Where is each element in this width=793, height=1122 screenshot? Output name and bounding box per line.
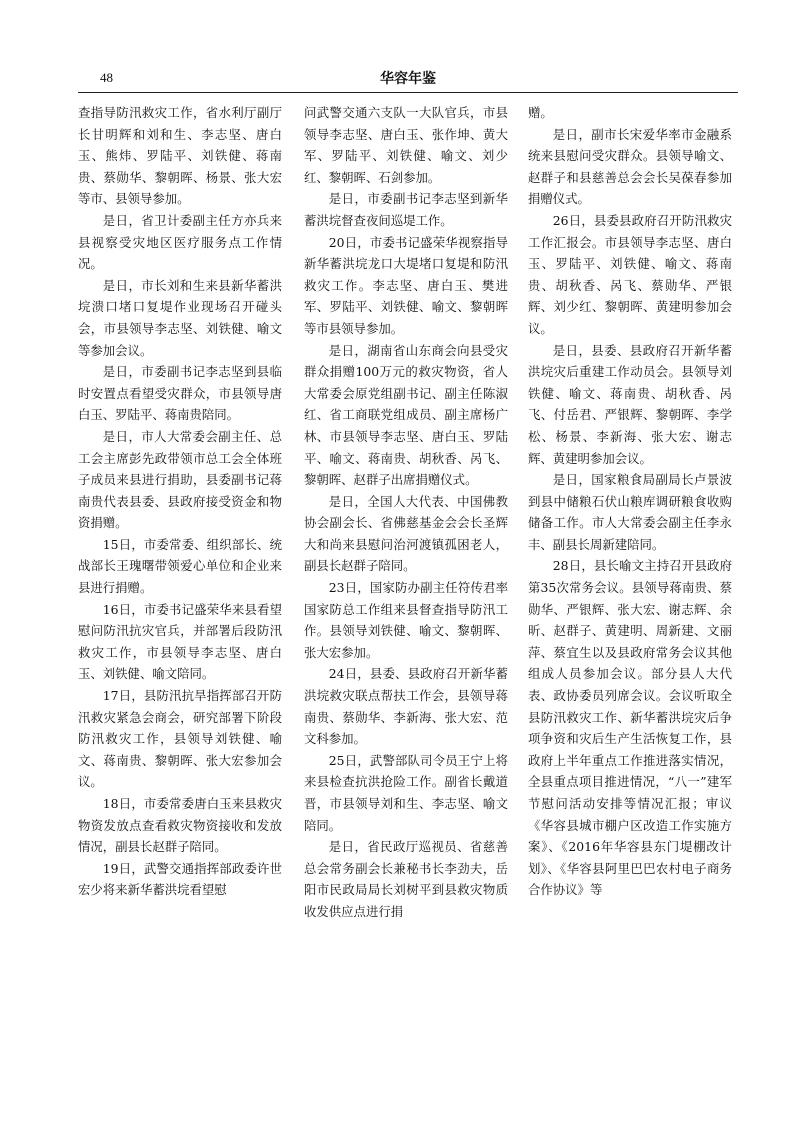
- column-2: [304, 102, 508, 923]
- paragraph: 16日，市委书记盛荣华来县看望慰问防汛抗灾官兵，并部署后段防汛救灾工作，市县领导李志坚、唐白玉、刘铁健、喻文陪同。: [78, 601, 282, 682]
- page-number: 48: [100, 70, 113, 85]
- paragraph: 赠。: [528, 105, 553, 120]
- paragraph: 28日，县长喻文主持召开县政府第35次常务会议。县领导蒋南贵、蔡勋华、严银辉、张大宏、谢志辉、余昕、赵群子、黄建明、周新建、文丽萍、蔡宜生以及县政府常务会议其他组成人员参加会议。部分县人大代表、政协委员列席会议。会议听取全县防汛救灾工作、新华蓄洪垸灾后争项争资和灾后生产生活恢复工作，县政府上半年重点工作推进落实情况，全县重点项目推进情况，“八一”建军节慰问活动安排等情况汇报；审议《华容县城市棚户区改造工作实施方案》、《2016年华容县东门堤棚改计划》、《华容县阿里巴巴农村电子商务合作协议》等: [528, 558, 732, 898]
- paragraph: 是日，国家粮食局副局长卢景波到县中储粮石伏山粮库调研粮食收购储备工作。市人大常委会副主任李永丰、副县长周新建陪同。: [528, 472, 732, 552]
- paragraph: 20日，市委书记盛荣华视察指导新华蓄洪垸龙口大堤堵口复堤和防汛救灾工作。李志坚、唐白玉、樊进军、罗陆平、刘铁健、喻文、黎朝晖等市县领导参加。: [304, 234, 508, 336]
- paragraph: 18日，市委常委唐白玉来县救灾物资发放点查看救灾物资接收和发放情况，副县长赵群子陪同。: [78, 796, 282, 855]
- paragraph: 查指导防汛救灾工作，省水利厅副厅长甘明辉和刘和生、李志坚、唐白玉、熊炜、罗陆平、刘铁健、蒋南贵、蔡勋华、黎朝晖、杨景、张大宏等市、县领导参加。: [78, 105, 282, 207]
- paragraph: 是日，市长刘和生来县新华蓄洪垸溃口堵口复堤作业现场召开碰头会，市县领导李志坚、刘铁健、喻文等参加会议。: [78, 277, 282, 358]
- paragraph: 是日，市人大常委会副主任、总工会主席彭先政带领市总工会全体班子成员来县进行捐助，县委副书记蒋南贵代表县委、县政府接受资金和物资捐赠。: [78, 428, 282, 531]
- paragraph: 19日，武警交通指挥部政委许世宏少将来新华蓄洪垸看望慰: [78, 860, 282, 898]
- column-3: [528, 102, 732, 901]
- paragraph: 是日，省卫计委副主任方亦兵来县视察受灾地区医疗服务点工作情况。: [78, 212, 282, 272]
- paragraph: 是日，市委副书记李志坚到县临时安置点看望受灾群众，市县领导唐白玉、罗陆平、蒋南贵陪同。: [78, 364, 282, 423]
- paragraph: 25日，武警部队司令员王宁上将来县检查抗洪抢险工作。副省长戴道晋，市县领导刘和生、李志坚、喻文陪同。: [304, 752, 508, 833]
- paragraph: 是日，县委、县政府召开新华蓄洪垸灾后重建工作动员会。县领导刘铁健、喻文、蒋南贵、胡秋香、呙飞、付岳君、严银辉、黎朝晖、李学松、杨景、李新海、张大宏、谢志辉、黄建明参加会议。: [528, 342, 732, 466]
- paragraph: 是日，副市长宋爱华率市金融系统来县慰问受灾群众。县领导喻文、赵群子和县慈善总会会长吴葆春参加捐赠仪式。: [528, 126, 732, 207]
- running-title: 华容年鉴: [380, 71, 436, 87]
- paragraph: 是日，省民政厅巡视员、省慈善总会常务副会长兼秘书长李劲夫，岳阳市民政局局长刘树平到县救灾物质收发供应点进行捐: [304, 839, 508, 919]
- header-rule: [78, 92, 738, 93]
- paragraph: 是日，市委副书记李志坚到新华蓄洪垸督查夜间巡堤工作。: [304, 191, 508, 228]
- paragraph: 17日，县防汛抗旱指挥部召开防汛救灾紧急会商会，研究部署下阶段防汛救灾工作，县领导刘铁健、喻文、蒋南贵、黎朝晖、张大宏参加会议。: [78, 688, 282, 790]
- paragraph: 问武警交通六支队一大队官兵，市县领导李志坚、唐白玉、张作坤、黄大军、罗陆平、刘铁健、喻文、刘少红、黎朝晖、石剑参加。: [304, 105, 508, 185]
- paragraph: 15日，市委常委、组织部长、统战部长王瑰曙带领爱心单位和企业来县进行捐赠。: [78, 536, 282, 596]
- paragraph: 26日，县委县政府召开防汛救灾工作汇报会。市县领导李志坚、唐白玉、罗陆平、刘铁健、喻文、蒋南贵、胡秋香、呙飞、蔡勋华、严银辉、刘少红、黎朝晖、黄建明参加会议。: [528, 212, 732, 336]
- paragraph: 24日，县委、县政府召开新华蓄洪垸救灾联点帮扶工作会，县领导蒋南贵、蔡勋华、李新海、张大宏、范文科参加。: [304, 666, 508, 747]
- body-columns: [78, 102, 738, 1102]
- column-1: [78, 102, 282, 901]
- paragraph: 是日，全国人大代表、中国佛教协会副会长、省佛慈基金会会长圣辉大和尚来县慰问治河渡镇孤困老人，副县长赵群子陪同。: [304, 493, 508, 574]
- paragraph: 是日，湖南省山东商会向县受灾群众捐赠100万元的救灾物资，省人大常委会原党组副书记、副主任陈淑红、省工商联党组成员、副主席杨广林、市县领导李志坚、唐白玉、罗陆平、喻文、蒋南贵、胡秋香、呙飞、黎朝晖、赵群子出席捐赠仪式。: [304, 342, 508, 488]
- page-header: [78, 68, 738, 92]
- paragraph: 23日，国家防办副主任符传君率国家防总工作组来县督查指导防汛工作。县领导刘铁健、喻文、黎朝晖、张大宏参加。: [304, 580, 508, 660]
